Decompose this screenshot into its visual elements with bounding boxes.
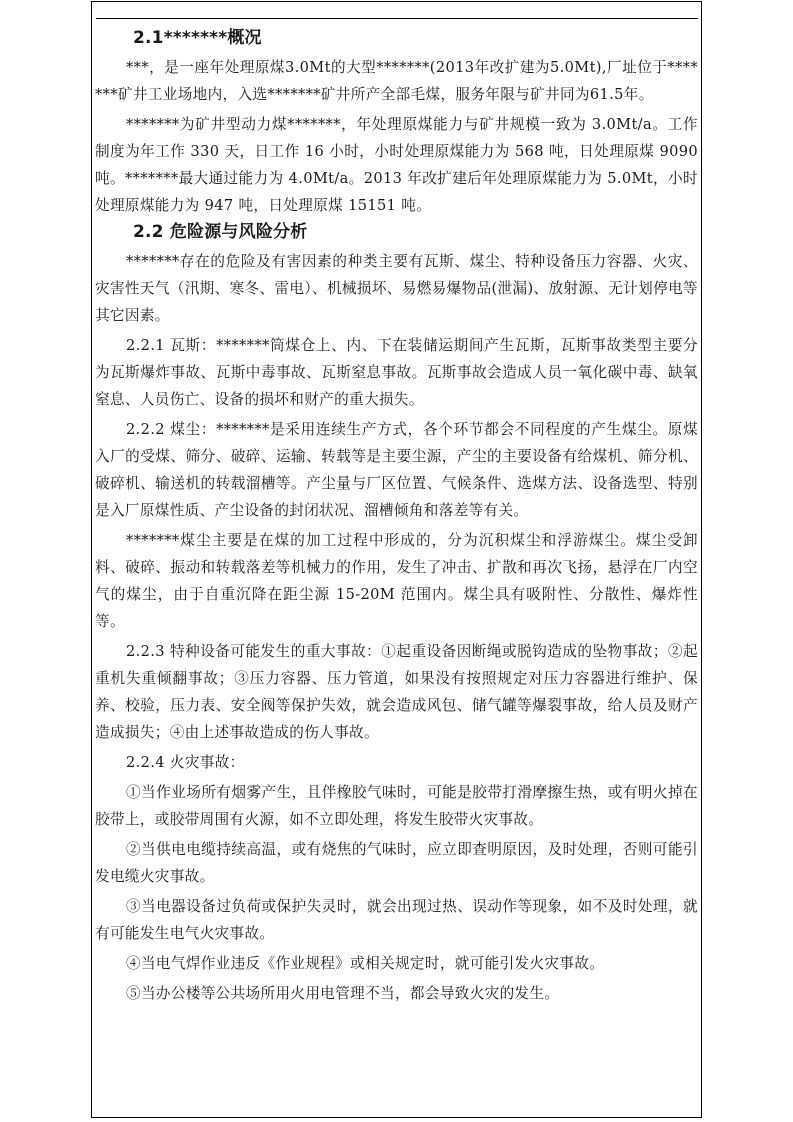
- paragraph-hazard-intro: *******存在的危险及有害因素的种类主要有瓦斯、煤尘、特种设备压力容器、火灾、灾害性天气（汛期、寒冬、雷电）、机械损坏、易燃易爆物品(泄漏)、放射源、无计划停电等其它因素。: [95, 253, 698, 324]
- paragraph-fire-item-2: ②当供电电缆持续高温，或有烧焦的气味时，应立即查明原因，及时处理，否则可能引发电缆火灾事故。: [95, 841, 698, 885]
- paragraph-overview-1: ***，是一座年处理原煤3.0Mt的大型*******(2013年改扩建为5.0Mt),厂址位于*******矿井工业场地内，入选*******矿井所产全部毛煤，服务年限与矿井同为61.5年。: [95, 59, 698, 103]
- paragraph-fire-item-5: ⑤当办公楼等公共场所用火用电管理不当，都会导致火灾的发生。: [126, 985, 560, 1002]
- document-body: [95, 25, 698, 1007]
- header-rule: [96, 18, 698, 19]
- paragraph-fire-item-1: ①当作业场所有烟雾产生，且伴橡胶气味时，可能是胶带打滑摩擦生热，或有明火掉在胶带上，或胶带周围有火源，如不立即处理，将发生胶带火灾事故。: [95, 784, 698, 828]
- paragraph-fire-item-3: ③当电器设备过负荷或保护失灵时，就会出现过热、误动作等现象，如不及时处理，就有可能发生电气火灾事故。: [95, 898, 698, 942]
- paragraph-overview-2: *******为矿井型动力煤*******，年处理原煤能力与矿井规模一致为 3.0Mt/a。工作制度为年工作 330 天，日工作 16 小时，小时处理原煤能力为 568 吨，日处理原煤 9090 吨。*******最大通过能力为 4.0Mt/a。2013 年改扩建后年处理原煤能力为 5.0Mt，小时处理原煤能力为 947 吨，日处理原煤 15151 吨。: [95, 116, 698, 214]
- paragraph-coal-dust-hazard: 2.2.2 煤尘：*******是采用连续生产方式，各个环节都会不同程度的产生煤尘。原煤入厂的受煤、筛分、破碎、运输、转载等是主要尘源，产尘的主要设备有给煤机、筛分机、破碎机、输送机的转载溜槽等。产尘量与厂区位置、气候条件、选煤方法、设备选型、特别是入厂原煤性质、产尘设备的封闭状况、溜槽倾角和落差等有关。: [95, 421, 698, 519]
- section-heading-overview: 2.1*******概况: [133, 28, 262, 48]
- paragraph-gas-hazard: 2.2.1 瓦斯：*******筒煤仓上、内、下在装储运期间产生瓦斯，瓦斯事故类型主要分为瓦斯爆炸事故、瓦斯中毒事故、瓦斯窒息事故。瓦斯事故会造成人员一氧化碳中毒、缺氧窒息、人员伤亡、设备的损坏和财产的重大损失。: [95, 337, 698, 408]
- paragraph-coal-dust-detail: *******煤尘主要是在煤的加工过程中形成的，分为沉积煤尘和浮游煤尘。煤尘受卸料、破碎、振动和转载落差等机械力的作用，发生了冲击、扩散和再次飞扬，悬浮在厂内空气的煤尘，由于自重沉降在距尘源 15-20M 范围内。煤尘具有吸附性、分散性、爆炸性等。: [95, 532, 698, 630]
- paragraph-special-equipment: 2.2.3 特种设备可能发生的重大事故：①起重设备因断绳或脱钩造成的坠物事故；②起重机失重倾翻事故；③压力容器、压力管道，如果没有按照规定对压力容器进行维护、保养、校验，压力表、安全阀等保护失效，就会造成风包、储气罐等爆裂事故，给人员及财产造成损失；④由上述事故造成的伤人事故。: [95, 643, 698, 741]
- paragraph-fire-heading: 2.2.4 火灾事故：: [126, 754, 245, 771]
- paragraph-fire-item-4: ④当电气焊作业违反《作业规程》或相关规定时，就可能引发火灾事故。: [126, 955, 605, 972]
- section-heading-hazard-analysis: 2.2 危险源与风险分析: [133, 222, 308, 242]
